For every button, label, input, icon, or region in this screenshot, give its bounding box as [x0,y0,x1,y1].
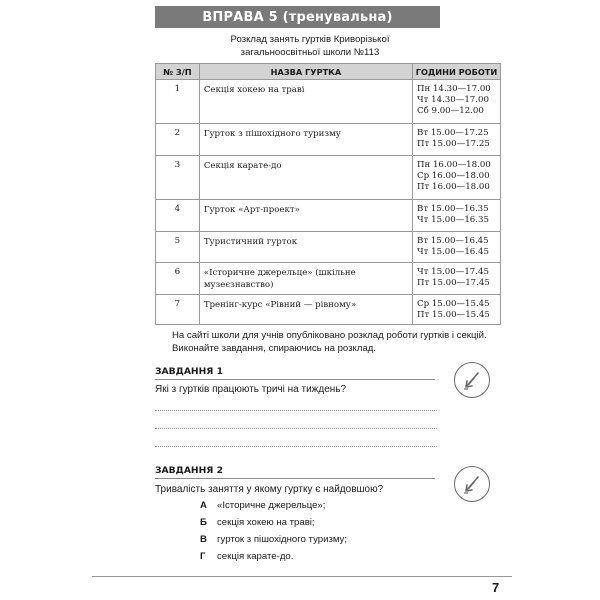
hours-line: Пн 16.00—18.00 [417,160,491,170]
header-hours: ГОДИНИ РОБОТИ [413,64,501,80]
hours-line: Сб 9.00—12.00 [417,106,484,116]
club-hours [413,156,501,200]
pencil-circle-icon [454,362,490,398]
row-number: 5 [156,232,200,263]
hours-line: Вт 15.00—16.45 [417,236,489,246]
row-number: 3 [156,156,200,200]
hours-line: Чт 14.30—17.00 [417,95,489,105]
hours-line: Чт 15.00—17.45 [417,267,489,277]
row-number: 4 [156,200,200,232]
hours-line: Ср 16.00—18.00 [417,171,490,181]
schedule-table [155,63,501,325]
club-name: «Історичне джерельце» (шкільне музеєзнавство) [199,263,412,295]
option-text: секція хокею на траві; [217,517,315,528]
answer-line[interactable] [155,446,437,447]
option-letter: В [200,534,207,545]
hours-line: Чт 15.00—16.35 [417,215,489,225]
option-text: «Історичне джерельце»; [217,500,326,511]
pencil-circle-icon [454,466,490,502]
club-name: Туристичний гурток [199,232,412,263]
option-letter: Б [200,517,207,528]
club-name: Гурток з пішохідного туризму [199,124,412,156]
option-letter: А [200,500,207,511]
club-name: Тренінг-курс «Рівний — рівному» [199,295,412,325]
header-number: № З/П [156,64,200,80]
exercise-banner: ВПРАВА 5 (тренувальна) [155,6,440,28]
intro-text: На сайті школи для учнів опубліковано розклад роботи гуртків і секцій. Виконайте завдання, спираючись на розклад. [172,330,487,354]
pencil-icon [455,363,489,397]
answer-line[interactable] [155,428,437,429]
option-d[interactable] [200,551,347,568]
table-row [156,80,501,124]
table-caption: Розклад занять гуртків Криворізької загальноосвітньої школи №113 [230,34,390,58]
row-number: 6 [156,263,200,295]
hours-line: Чт 15.00—16.45 [417,247,489,257]
option-letter: Г [200,551,206,562]
task-2-title: ЗАВДАННЯ 2 [155,465,435,479]
row-number: 2 [156,124,200,156]
option-text: гурток з пішохідного туризму; [217,534,348,545]
table-row [156,124,501,156]
hours-line: Пт 16.00—18.00 [417,182,490,192]
hours-line: Пт 15.00—15.45 [417,310,490,320]
row-number: 1 [156,80,200,124]
club-hours [413,295,501,325]
task-1-title: ЗАВДАННЯ 1 [155,366,435,380]
hours-line: Ср 15.00—15.45 [417,299,490,309]
club-name: Секція карате-до [199,156,412,200]
option-text: секція карате-до. [217,551,294,562]
option-b[interactable] [200,517,347,534]
row-number: 7 [156,295,200,325]
club-hours [413,80,501,124]
option-a[interactable] [200,500,347,517]
answer-line[interactable] [155,410,437,411]
table-row [156,156,501,200]
hours-line: Пт 15.00—17.25 [417,139,490,149]
club-name: Гурток «Арт-проект» [199,200,412,232]
hours-line: Пт 15.00—17.45 [417,278,490,288]
hours-line: Вт 15.00—16.35 [417,204,489,214]
page-number: 7 [492,580,500,595]
header-club-name: НАЗВА ГУРТКА [199,64,412,80]
footer-divider [92,576,512,577]
club-hours [413,232,501,263]
task-1-question: Які з гуртків працюють тричі на тиждень? [155,384,347,395]
table-row [156,263,501,295]
club-hours [413,200,501,232]
table-row [156,232,501,263]
task-2-question: Тривалість заняття у якому гуртку є найдовшою? [155,484,384,495]
answer-options [200,500,347,568]
club-name: Секція хокею на траві [199,80,412,124]
option-c[interactable] [200,534,347,551]
table-header-row [156,64,501,80]
table-row [156,295,501,325]
club-hours [413,263,501,295]
hours-line: Вт 15.00—17.25 [417,128,489,138]
pencil-icon [455,467,489,501]
hours-line: Пн 14.30—17.00 [417,84,491,94]
table-row [156,200,501,232]
club-hours [413,124,501,156]
